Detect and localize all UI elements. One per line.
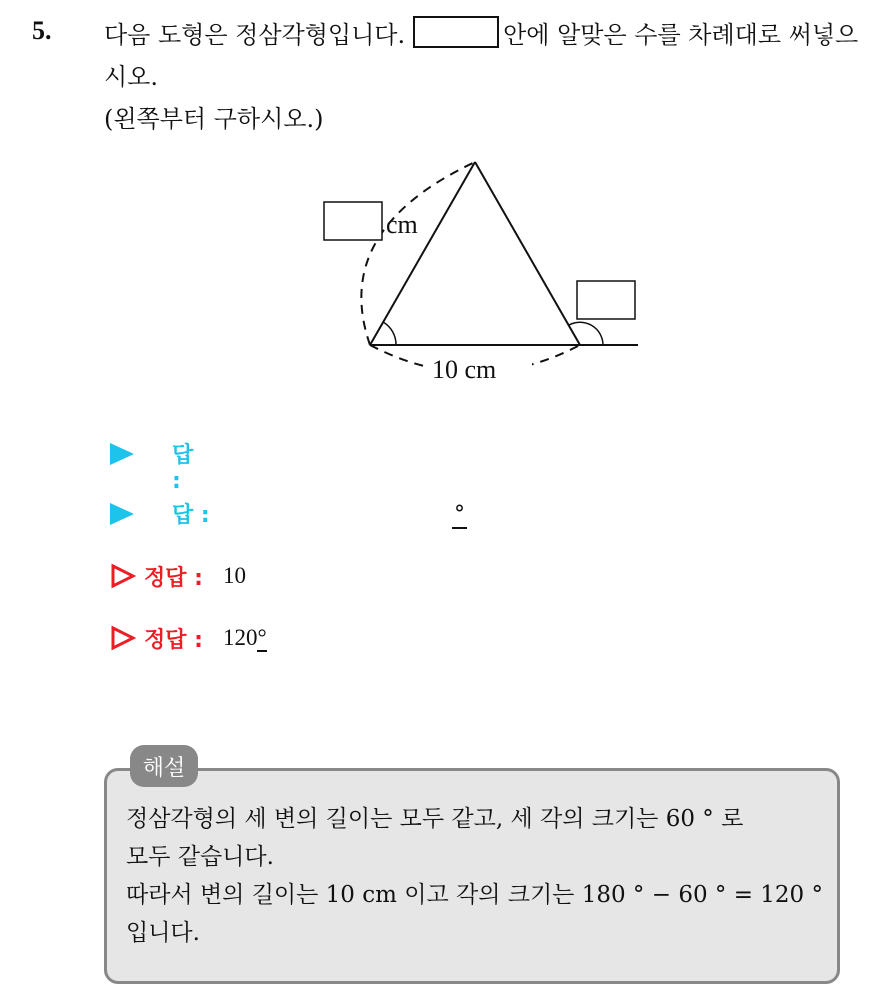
answer-label: 답 : [172, 503, 210, 528]
degree-unit: ° [257, 625, 267, 650]
solution-row-2 [110, 620, 267, 656]
solution-value: 120° [222, 625, 267, 650]
explanation-line: 모두 같습니다. [126, 844, 274, 870]
explanation-tab: 해설 [130, 745, 198, 787]
triangle-figure [300, 150, 660, 395]
side-unit-label: cm [386, 210, 418, 239]
play-triangle-icon [110, 443, 134, 465]
left-side-brace [361, 162, 475, 345]
explanation-line: 정삼각형의 세 변의 길이는 모두 같고, 세 각의 크기는 60 ° 로 [126, 806, 744, 832]
question-number: 5. [32, 16, 52, 45]
outlined-triangle-icon [110, 625, 136, 651]
explanation-line: 입니다. [126, 920, 200, 946]
answer-label: 답 : [172, 443, 194, 494]
solution-value: 10 [222, 563, 246, 588]
explanation-line: 따라서 변의 길이는 10 cm 이고 각의 크기는 180 ° − 60 ° = 120 ° [126, 882, 824, 908]
answer-box-inline [413, 16, 499, 48]
triangle-right-side [475, 162, 580, 345]
play-triangle-icon [110, 503, 134, 525]
explanation-text [126, 800, 836, 952]
solution-label: 정답 : [144, 565, 203, 591]
question-text-after: 안에 알맞은 수를 차례대로 써넣으시오. [104, 21, 859, 91]
outlined-triangle-icon [110, 563, 136, 589]
answer-row-1 [110, 436, 194, 494]
solution-label: 정답 : [144, 627, 203, 653]
triangle-svg [300, 150, 660, 395]
question-text-before: 다음 도형은 정삼각형입니다. [104, 21, 406, 49]
question-hint: (왼쪽부터 구하시오.) [104, 105, 324, 133]
triangle-left-side [370, 162, 475, 345]
side-length-box [324, 202, 382, 240]
answer-degree-unit: ° [454, 501, 465, 527]
question-text [104, 14, 874, 140]
angle-box [577, 281, 635, 319]
solution-row-1 [110, 558, 246, 594]
answer-row-2 [110, 496, 710, 532]
base-length-label: 10 cm [432, 355, 497, 384]
interior-angle-arc [383, 322, 396, 345]
